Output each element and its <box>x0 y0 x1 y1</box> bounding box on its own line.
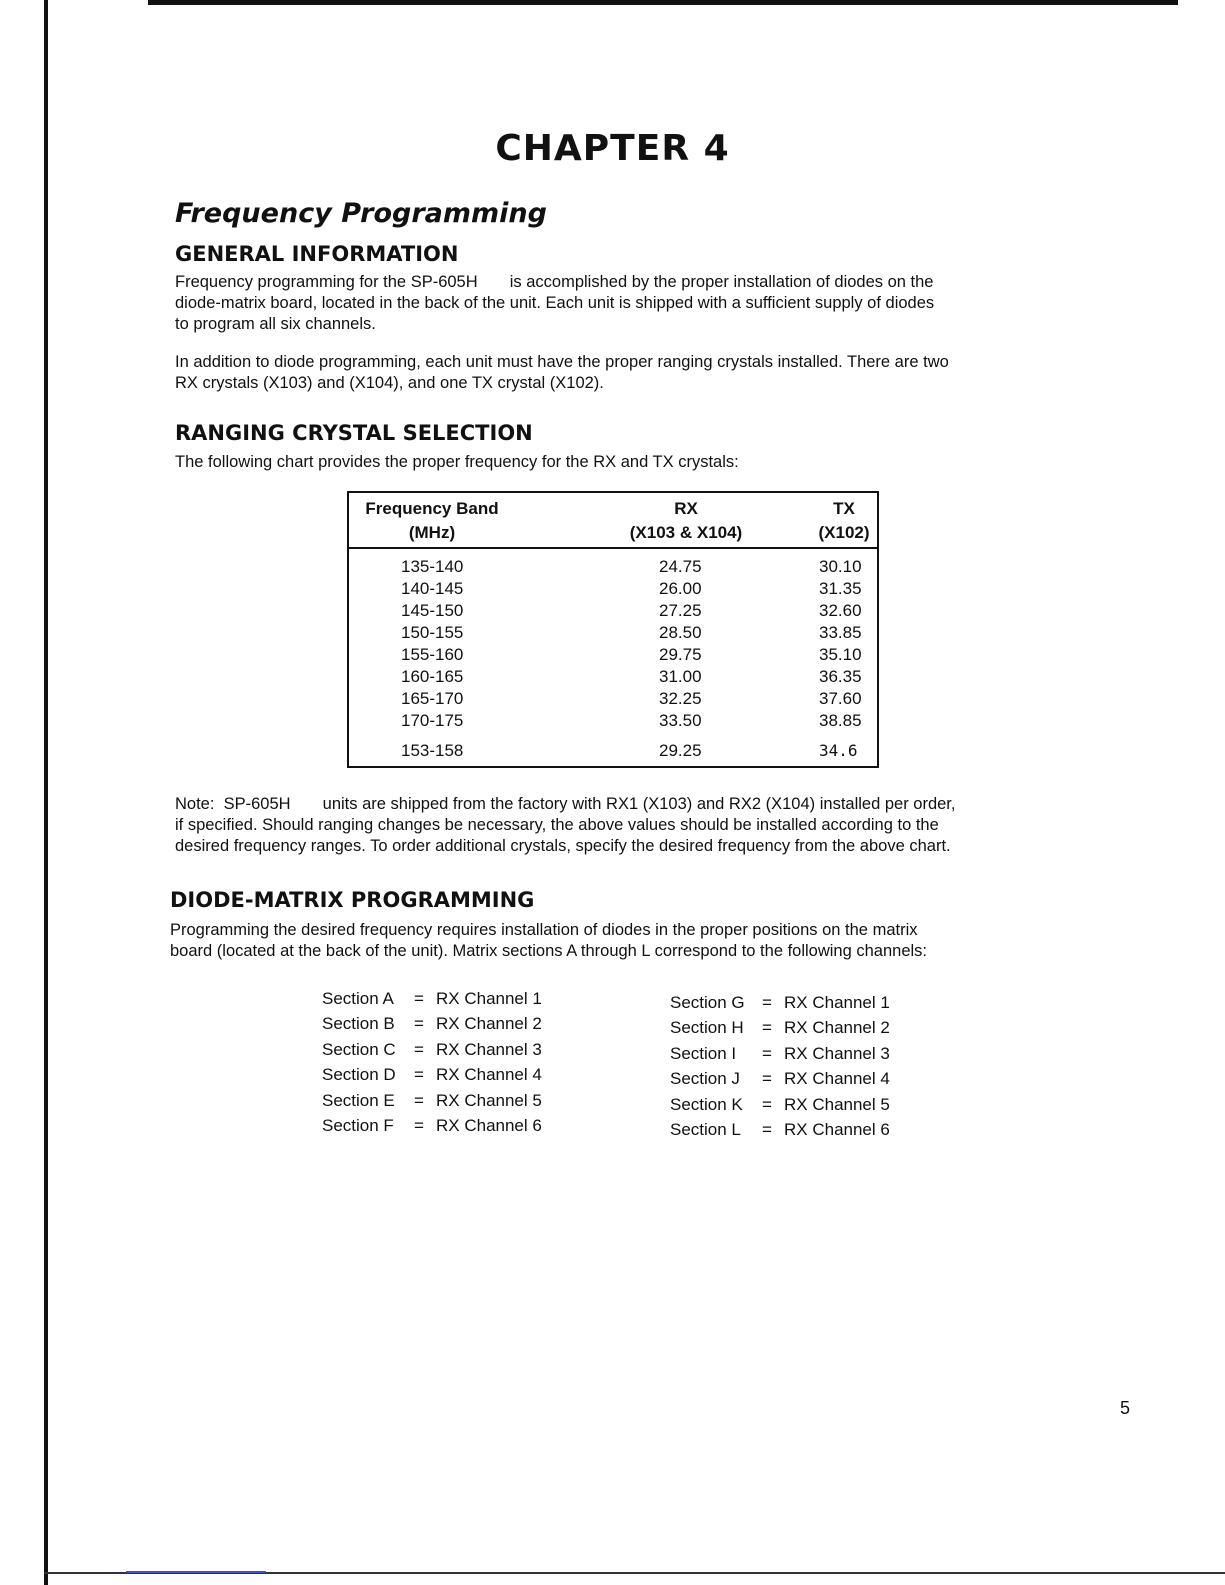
tx-cell: 30.10 <box>819 557 862 576</box>
table-row <box>349 741 877 763</box>
band-cell: 160-165 <box>401 667 464 686</box>
equals-sign: = <box>414 1014 424 1034</box>
equals-sign: = <box>414 1039 424 1059</box>
ranging-crystal-heading: RANGING CRYSTAL SELECTION <box>175 421 533 445</box>
equals-sign: = <box>762 1069 772 1089</box>
channel-label: RX Channel 3 <box>436 1039 542 1059</box>
section-label: Section F <box>322 1115 394 1135</box>
section-label: Section H <box>670 1018 744 1038</box>
paragraph-line: to program all six channels. <box>175 315 376 333</box>
section-label: Section B <box>322 1014 395 1034</box>
rx-cell: 32.25 <box>659 689 702 708</box>
section-label: Section J <box>670 1069 740 1089</box>
section-label: Section L <box>670 1119 741 1139</box>
table-row <box>349 645 877 667</box>
equals-sign: = <box>762 1119 772 1139</box>
header-rx <box>611 497 761 545</box>
tx-cell: 32.60 <box>819 601 862 620</box>
general-information-heading: GENERAL INFORMATION <box>175 242 459 266</box>
tx-cell: 36.35 <box>819 667 862 686</box>
mapping-row <box>670 1018 890 1043</box>
table-row <box>349 601 877 623</box>
section-label: Section K <box>670 1094 743 1114</box>
section-label: Section A <box>322 989 394 1008</box>
table-row <box>349 711 877 733</box>
page-number: 5 <box>1120 1398 1131 1418</box>
general-paragraph-1 <box>175 272 1055 335</box>
table-row <box>349 557 877 579</box>
band-cell: 170-175 <box>401 711 464 730</box>
rx-cell: 31.00 <box>659 667 702 686</box>
rx-cell: 27.25 <box>659 601 702 620</box>
mapping-row <box>322 989 542 1014</box>
section-label: Section D <box>322 1065 396 1085</box>
crystal-frequency-table <box>347 491 879 768</box>
table-row <box>349 689 877 711</box>
general-paragraph-2 <box>175 352 1055 394</box>
ranging-intro: The following chart provides the proper frequency for the RX and TX crystals: <box>175 453 739 471</box>
mapping-row <box>670 1069 890 1094</box>
paragraph-line: board (located at the back of the unit). Matrix sections A through L correspond to the following channels: <box>170 942 928 960</box>
header-line: Frequency Band <box>365 499 499 518</box>
channel-label: RX Channel 2 <box>784 1018 890 1038</box>
section-label: Section E <box>322 1090 395 1110</box>
mapping-row <box>322 1065 542 1090</box>
section-title: Frequency Programming <box>175 198 547 229</box>
equals-sign: = <box>414 1065 424 1085</box>
header-line: (MHz) <box>408 523 456 542</box>
equals-sign: = <box>414 989 424 1008</box>
band-cell: 135-140 <box>401 557 464 576</box>
channel-label: RX Channel 2 <box>436 1014 542 1034</box>
channel-label: RX Channel 4 <box>436 1065 542 1085</box>
section-mapping-right <box>670 993 890 1145</box>
equals-sign: = <box>762 993 772 1012</box>
page-left-border <box>44 0 48 1585</box>
header-line: (X103 & X104) <box>629 523 743 542</box>
rx-cell: 26.00 <box>659 579 702 598</box>
section-label: Section I <box>670 1043 737 1063</box>
table-row <box>349 579 877 601</box>
channel-label: RX Channel 6 <box>784 1119 890 1139</box>
band-cell: 155-160 <box>401 645 464 664</box>
note-line: Note: SP-605H units are shipped from the factory with RX1 (X103) and RX2 (X104) installed per order, <box>175 795 956 813</box>
mapping-row <box>670 993 890 1018</box>
ranging-note <box>175 794 1065 857</box>
section-label: Section G <box>670 993 745 1012</box>
band-cell: 165-170 <box>401 689 464 708</box>
band-cell: 150-155 <box>401 623 464 642</box>
channel-label: RX Channel 4 <box>784 1069 890 1089</box>
header-line: (X102) <box>818 523 870 542</box>
note-line: if specified. Should ranging changes be necessary, the above values should be installed according to the <box>175 816 939 834</box>
tx-cell-handwritten: 34.6 <box>819 741 858 760</box>
mapping-row <box>670 1120 890 1145</box>
note-line: desired frequency ranges. To order additional crystals, specify the desired frequency from the above chart. <box>175 837 951 855</box>
band-cell: 140-145 <box>401 579 464 598</box>
tx-cell: 38.85 <box>819 711 862 730</box>
header-line: TX <box>833 499 855 518</box>
paragraph-line: diode-matrix board, located in the back of the unit. Each unit is shipped with a sufficient supply of diodes <box>175 294 935 312</box>
section-label: Section C <box>322 1039 396 1059</box>
rx-cell: 29.75 <box>659 645 702 664</box>
chapter-heading: CHAPTER 4 <box>495 128 730 169</box>
rx-cell: 24.75 <box>659 557 702 576</box>
page-top-border <box>148 0 1178 5</box>
diode-matrix-heading: DIODE-MATRIX PROGRAMMING <box>170 888 535 912</box>
channel-label: RX Channel 6 <box>436 1115 542 1135</box>
table-header <box>349 493 877 549</box>
tx-cell: 33.85 <box>819 623 862 642</box>
header-tx <box>811 497 877 545</box>
diode-paragraph <box>170 920 1050 962</box>
channel-label: RX Channel 3 <box>784 1043 890 1063</box>
band-cell: 153-158 <box>401 741 464 760</box>
scan-mark <box>126 1571 266 1573</box>
rx-cell: 29.25 <box>659 741 702 760</box>
equals-sign: = <box>414 1090 424 1110</box>
paragraph-line: Programming the desired frequency requires installation of diodes in the proper positions on the matrix <box>170 921 918 939</box>
paragraph-line: RX crystals (X103) and (X104), and one TX crystal (X102). <box>175 374 604 392</box>
table-row <box>349 667 877 689</box>
mapping-row <box>670 1095 890 1120</box>
table-row <box>349 623 877 645</box>
mapping-row <box>322 1091 542 1116</box>
channel-label: RX Channel 1 <box>784 993 890 1012</box>
mapping-row <box>322 1040 542 1065</box>
equals-sign: = <box>762 1094 772 1114</box>
band-cell: 145-150 <box>401 601 464 620</box>
paragraph-line: Frequency programming for the SP-605H is accomplished by the proper installation of diodes on the <box>175 273 934 291</box>
equals-sign: = <box>762 1018 772 1038</box>
channel-label: RX Channel 5 <box>436 1090 542 1110</box>
paragraph-line: In addition to diode programming, each unit must have the proper ranging crystals installed. There are two <box>175 353 949 371</box>
mapping-row <box>670 1044 890 1069</box>
tx-cell: 31.35 <box>819 579 862 598</box>
equals-sign: = <box>762 1043 772 1063</box>
mapping-row <box>322 1116 542 1141</box>
channel-label: RX Channel 1 <box>436 989 542 1008</box>
equals-sign: = <box>414 1115 424 1135</box>
tx-cell: 37.60 <box>819 689 862 708</box>
header-line: RX <box>674 499 698 518</box>
tx-cell: 35.10 <box>819 645 862 664</box>
mapping-row <box>322 1014 542 1039</box>
section-mapping-left <box>322 989 542 1141</box>
channel-label: RX Channel 5 <box>784 1094 890 1114</box>
rx-cell: 33.50 <box>659 711 702 730</box>
rx-cell: 28.50 <box>659 623 702 642</box>
header-frequency-band <box>357 497 507 545</box>
